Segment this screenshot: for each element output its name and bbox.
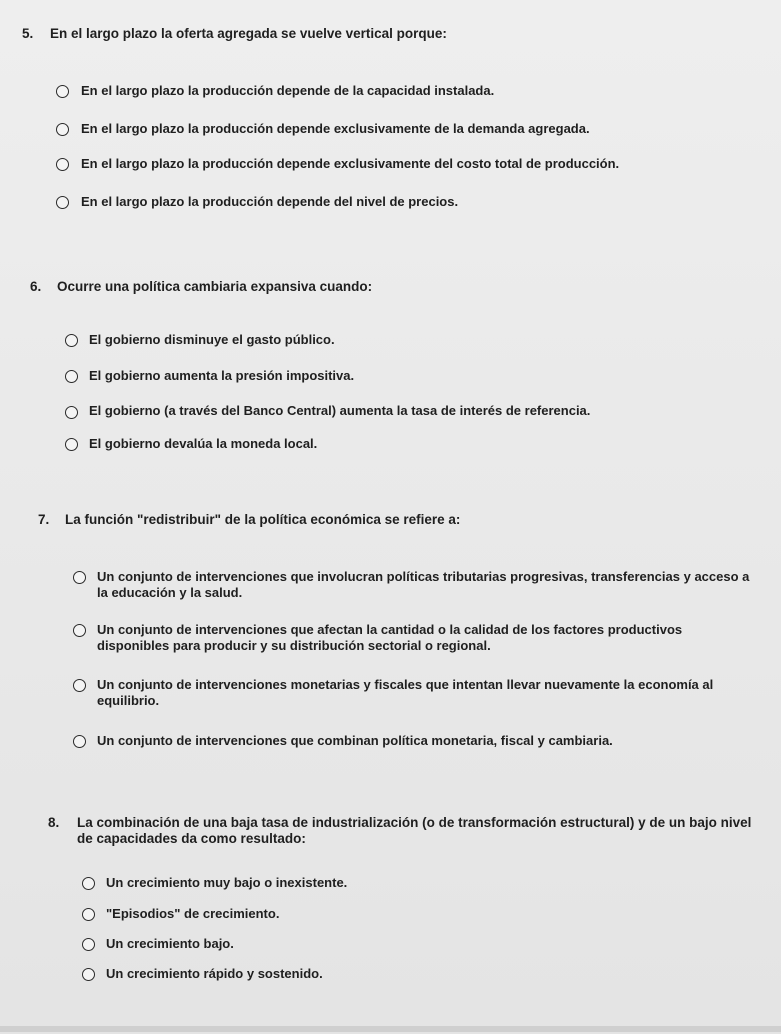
radio-button[interactable] (65, 438, 78, 451)
radio-button[interactable] (73, 679, 86, 692)
option-label: El gobierno (a través del Banco Central) aumenta la tasa de interés de referencia. (89, 403, 591, 418)
radio-button[interactable] (56, 196, 69, 209)
option-label: En el largo plazo la producción depende de la capacidad instalada. (81, 83, 495, 98)
option-label: Un conjunto de intervenciones que afectan la cantidad o la calidad de los factores productivos disponibles para producir y su distribución sectorial o regional. (97, 622, 683, 653)
question-text: La combinación de una baja tasa de industrialización (o de transformación estructural) y de un bajo nivel de capacidades da como resultado: (77, 815, 752, 846)
radio-button[interactable] (65, 406, 78, 419)
radio-button[interactable] (82, 877, 95, 890)
radio-button[interactable] (65, 334, 78, 347)
radio-button[interactable] (56, 85, 69, 98)
question-text: En el largo plazo la oferta agregada se vuelve vertical porque: (50, 26, 447, 41)
question-text: Ocurre una política cambiaria expansiva cuando: (57, 279, 373, 294)
question-text: La función "redistribuir" de la política económica se refiere a: (65, 512, 461, 527)
option-label: El gobierno aumenta la presión impositiva. (89, 368, 355, 383)
option-label: En el largo plazo la producción depende exclusivamente de la demanda agregada. (81, 121, 590, 136)
option-label: En el largo plazo la producción depende exclusivamente del costo total de producción. (81, 156, 620, 171)
radio-button[interactable] (82, 968, 95, 981)
radio-button[interactable] (65, 370, 78, 383)
option-label: En el largo plazo la producción depende del nivel de precios. (81, 194, 459, 209)
question-number: 5. (22, 26, 34, 41)
bottom-divider (0, 1026, 781, 1032)
radio-button[interactable] (82, 938, 95, 951)
radio-button[interactable] (73, 735, 86, 748)
radio-button[interactable] (56, 158, 69, 171)
radio-button[interactable] (73, 624, 86, 637)
question-number: 7. (38, 512, 50, 527)
option-label: Un conjunto de intervenciones que involucran políticas tributarias progresivas, transferencias y acceso a la educación y la salud. (97, 569, 750, 600)
option-label: Un crecimiento muy bajo o inexistente. (106, 875, 348, 890)
option-label: Un conjunto de intervenciones monetarias y fiscales que intentan llevar nuevamente la economía al equilibrio. (97, 677, 714, 708)
radio-button[interactable] (73, 571, 86, 584)
option-label: Un crecimiento bajo. (106, 936, 234, 951)
radio-button[interactable] (56, 123, 69, 136)
option-label: El gobierno devalúa la moneda local. (89, 436, 318, 451)
question-number: 6. (30, 279, 42, 294)
option-label: "Episodios" de crecimiento. (106, 906, 280, 921)
option-label: Un conjunto de intervenciones que combinan política monetaria, fiscal y cambiaria. (97, 733, 613, 748)
option-label: El gobierno disminuye el gasto público. (89, 332, 335, 347)
option-label: Un crecimiento rápido y sostenido. (106, 966, 323, 981)
radio-button[interactable] (82, 908, 95, 921)
question-number: 8. (48, 815, 60, 830)
